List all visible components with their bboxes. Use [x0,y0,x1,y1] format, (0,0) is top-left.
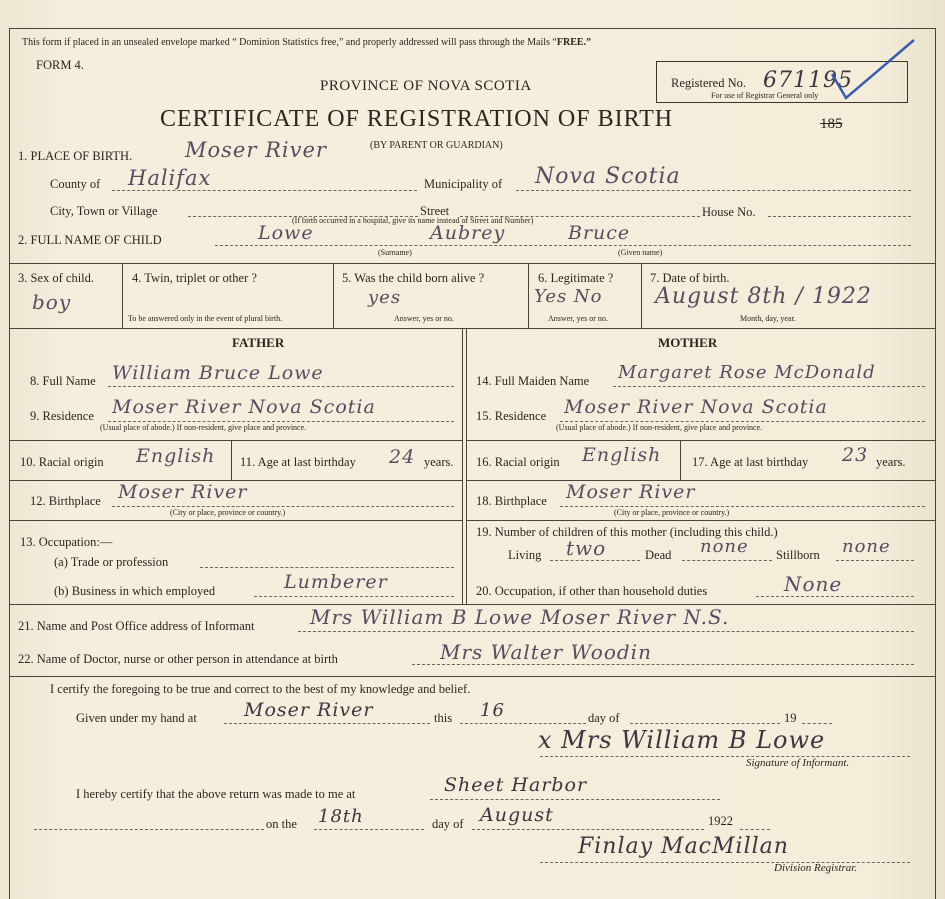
father-header: FATHER [232,335,285,350]
registered-box: Registered No. 671195 For use of Registrar General only [656,61,908,103]
father-racial-value: English [136,445,216,467]
father-name-value: William Bruce Lowe [112,362,324,384]
mother-header: MOTHER [658,335,718,350]
stillborn-value: none [842,536,891,557]
return-place-value: Sheet Harbor [444,774,588,796]
birth-certificate: This form if placed in an unsealed envelope marked “ Dominion Statistics free,” and properly addressed will pass through the Mails “FREE.” FORM 4. PROVINCE OF NOVA SCOTIA CERTIFICATE OF REGISTRATION OF BIRTH Registered No. 671195 For use of Registrar General only 185 1. PLACE OF BIRTH. Moser River (BY PARENT OR GUARDIAN) County of Halifax Municipality of Nova Scotia City, Town or Village Street House No. (If birth occurred in a hospital, give its name instead of Street and Number) 2. FULL NAME OF CHILD Lowe Aubrey Bruce (Surname) (Given name) 3. Sex of child. boy 4. Twin, triplet or other ? To be answered only in the event of plural birth. 5. Was the child born alive ? yes Answer, yes or no. 6. Legitimate ? Yes No Answer, yes or no. 7. Date of birth. August 8th / 1922 Month, day, year. FATHER MOTHER 8. Full Name William Bruce Lowe 9. Residence Moser River Nova Scotia (Usual place of abode.) If non-resident, give place and province. 10. Racial origin English 11. Age at last birthday 24 years. 16. Racial origin English 17. Age at last birthday 23 years. 12. Birthplace Moser River (City or place, province or country.) 14. Full Maiden Name Margaret Rose McDonald 15. Residence Moser River Nova Scotia (Usual place of abode.) If non-resident, give place and province. 18. Birthplace Moser River (City or place, province or country.) 13. Occupation:— (a) Trade or profession (b) Business in which employed Lumberer 19. Number of children of this mother (including this child.) Living two Dead none Stillborn none 20. Occupation, if other than household duties None 21. Name and Post Office address of Informant Mrs William B Lowe Moser River N.S. 22. Name of Doctor, nurse or other person in attendance at birth Mrs Walter Woodin I certify the foregoing to be true and correct to the best of my knowledge and belief. Given under my hand at Moser River this 16 day of 19 x Mrs William B Lowe Signature of Informant. I hereby certify that the above return was made to me at Sheet Harbor on the 18th day of August 1922 Finlay MacMillan Division Registrar. [0,0,945,899]
form-number: FORM 4. [36,58,84,72]
return-day-value: 18th [318,806,364,827]
informant-signature: x Mrs William B Lowe [538,726,826,754]
doctor-value: Mrs Walter Woodin [440,640,652,664]
province-heading: PROVINCE OF NOVA SCOTIA [320,78,532,94]
father-age-value: 24 [389,446,416,468]
mother-residence-value: Moser River Nova Scotia [564,396,828,418]
living-value: two [566,536,607,560]
county-value: Halifax [128,166,212,190]
father-residence-value: Moser River Nova Scotia [112,396,376,418]
father-business-value: Lumberer [284,571,388,593]
registered-number: 671195 [763,68,853,93]
informant-value: Mrs William B Lowe Moser River N.S. [310,605,730,629]
father-birthplace-value: Moser River [118,481,248,503]
mother-age-value: 23 [842,444,869,466]
certificate-title: CERTIFICATE OF REGISTRATION OF BIRTH [160,106,674,132]
stamp-number: 185 [820,116,843,132]
top-border [9,28,935,29]
mother-occupation-value: None [784,572,843,596]
mother-birthplace-value: Moser River [566,481,696,503]
alive-value: yes [368,287,402,308]
child-given-name-2: Bruce [568,222,631,244]
child-surname: Lowe [258,222,314,244]
dead-value: none [700,536,749,557]
this-day-value: 16 [480,700,505,721]
mail-notice: This form if placed in an unsealed envelope marked “ Dominion Statistics free,” and properly addressed will pass through the Mails “FREE.” [22,37,592,48]
check-mark-icon [826,36,918,106]
child-given-name-1: Aubrey [430,222,506,244]
mother-racial-value: English [582,444,662,466]
legitimate-value: Yes No [534,286,603,307]
mother-maiden-name-value: Margaret Rose McDonald [618,362,876,383]
place-of-birth-value: Moser River [185,138,327,162]
municipality-value: Nova Scotia [535,164,681,189]
sex-value: boy [32,290,72,314]
left-border [9,28,10,899]
date-of-birth-value: August 8th / 1922 [655,284,872,309]
registrar-signature: Finlay MacMillan [578,834,789,859]
return-month-value: August [480,804,554,826]
right-border [935,28,936,899]
given-place-value: Moser River [244,699,374,721]
